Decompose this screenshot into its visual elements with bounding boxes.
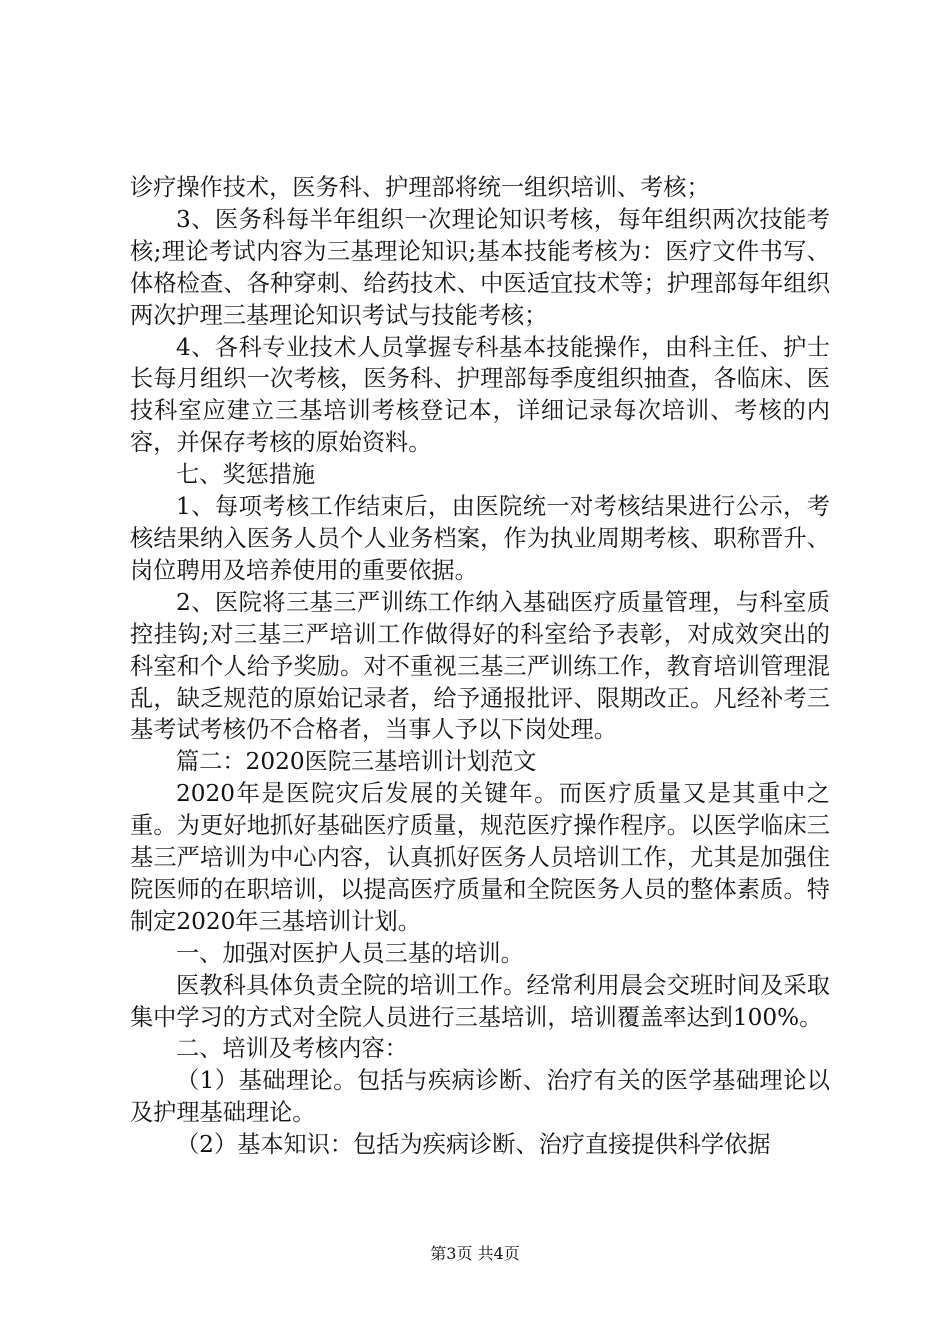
paragraph-item-3: 3、医务科每半年组织一次理论知识考核，每年组织两次技能考核;理论考试内容为三基理论知识;基本技能考核为：医疗文件书写、体格检查、各种穿刺、给药技术、中医适宜技术等；护理部每年组织两次护理三基理论知识考试与技能考核； xyxy=(130,205,830,329)
paragraph-intro-2020: 2020年是医院灾后发展的关键年。而医疗质量又是其重中之重。为更好地抓好基础医疗质量，规范医疗操作程序。以医学临床三基三严培训为中心内容，认真抓好医务人员培训工作，尤其是加强住院医师的在职培训，以提高医疗质量和全院医务人员的整体素质。特制定2020年三基培训计划。 xyxy=(130,780,830,935)
paragraph-item-4: 4、各科专业技术人员掌握专科基本技能操作，由科主任、护士长每月组织一次考核，医务科、护理部每季度组织抽查，各临床、医技科室应建立三基培训考核登记本，详细记录每次培训、考核的内容，并保存考核的原始资料。 xyxy=(130,333,830,457)
paragraph-training-detail: 医教科具体负责全院的培训工作。经常利用晨会交班时间及采取集中学习的方式对全院人员进行三基培训，培训覆盖率达到100%。 xyxy=(130,971,830,1031)
document-body xyxy=(130,172,830,1161)
section-heading-content: 二、培训及考核内容： xyxy=(176,1035,408,1063)
section-heading-rewards: 七、奖惩措施 xyxy=(176,461,316,489)
paragraph-continuation: 诊疗操作技术，医务科、护理部将统一组织培训、考核； xyxy=(130,174,710,201)
paragraph-basic-theory: （1）基础理论。包括与疾病诊断、治疗有关的医学基础理论以及护理基础理论。 xyxy=(130,1067,830,1127)
paragraph-basic-knowledge: （2）基本知识：包括为疾病诊断、治疗直接提供科学依据 xyxy=(176,1131,771,1159)
page-footer: 第3页 共4页 xyxy=(430,1244,520,1263)
paragraph-reward-2: 2、医院将三基三严训练工作纳入基础医疗质量管理，与科室质控挂钩;对三基三严培训工作做得好的科室给予表彰，对成效突出的科室和个人给予奖励。对不重视三基三严训练工作，教育培训管理混乱，缺乏规范的原始记录者，给予通报批评、限期改正。凡经补考三基考试考核仍不合格者，当事人予以下岗处理。 xyxy=(130,588,830,744)
paragraph-reward-1: 1、每项考核工作结束后，由医院统一对考核结果进行公示，考核结果纳入医务人员个人业务档案，作为执业周期考核、职称晋升、岗位聘用及培养使用的重要依据。 xyxy=(130,493,830,584)
article-title-part-two: 篇二：2020医院三基培训计划范文 xyxy=(176,748,537,776)
section-heading-training: 一、加强对医护人员三基的培训。 xyxy=(176,939,524,967)
